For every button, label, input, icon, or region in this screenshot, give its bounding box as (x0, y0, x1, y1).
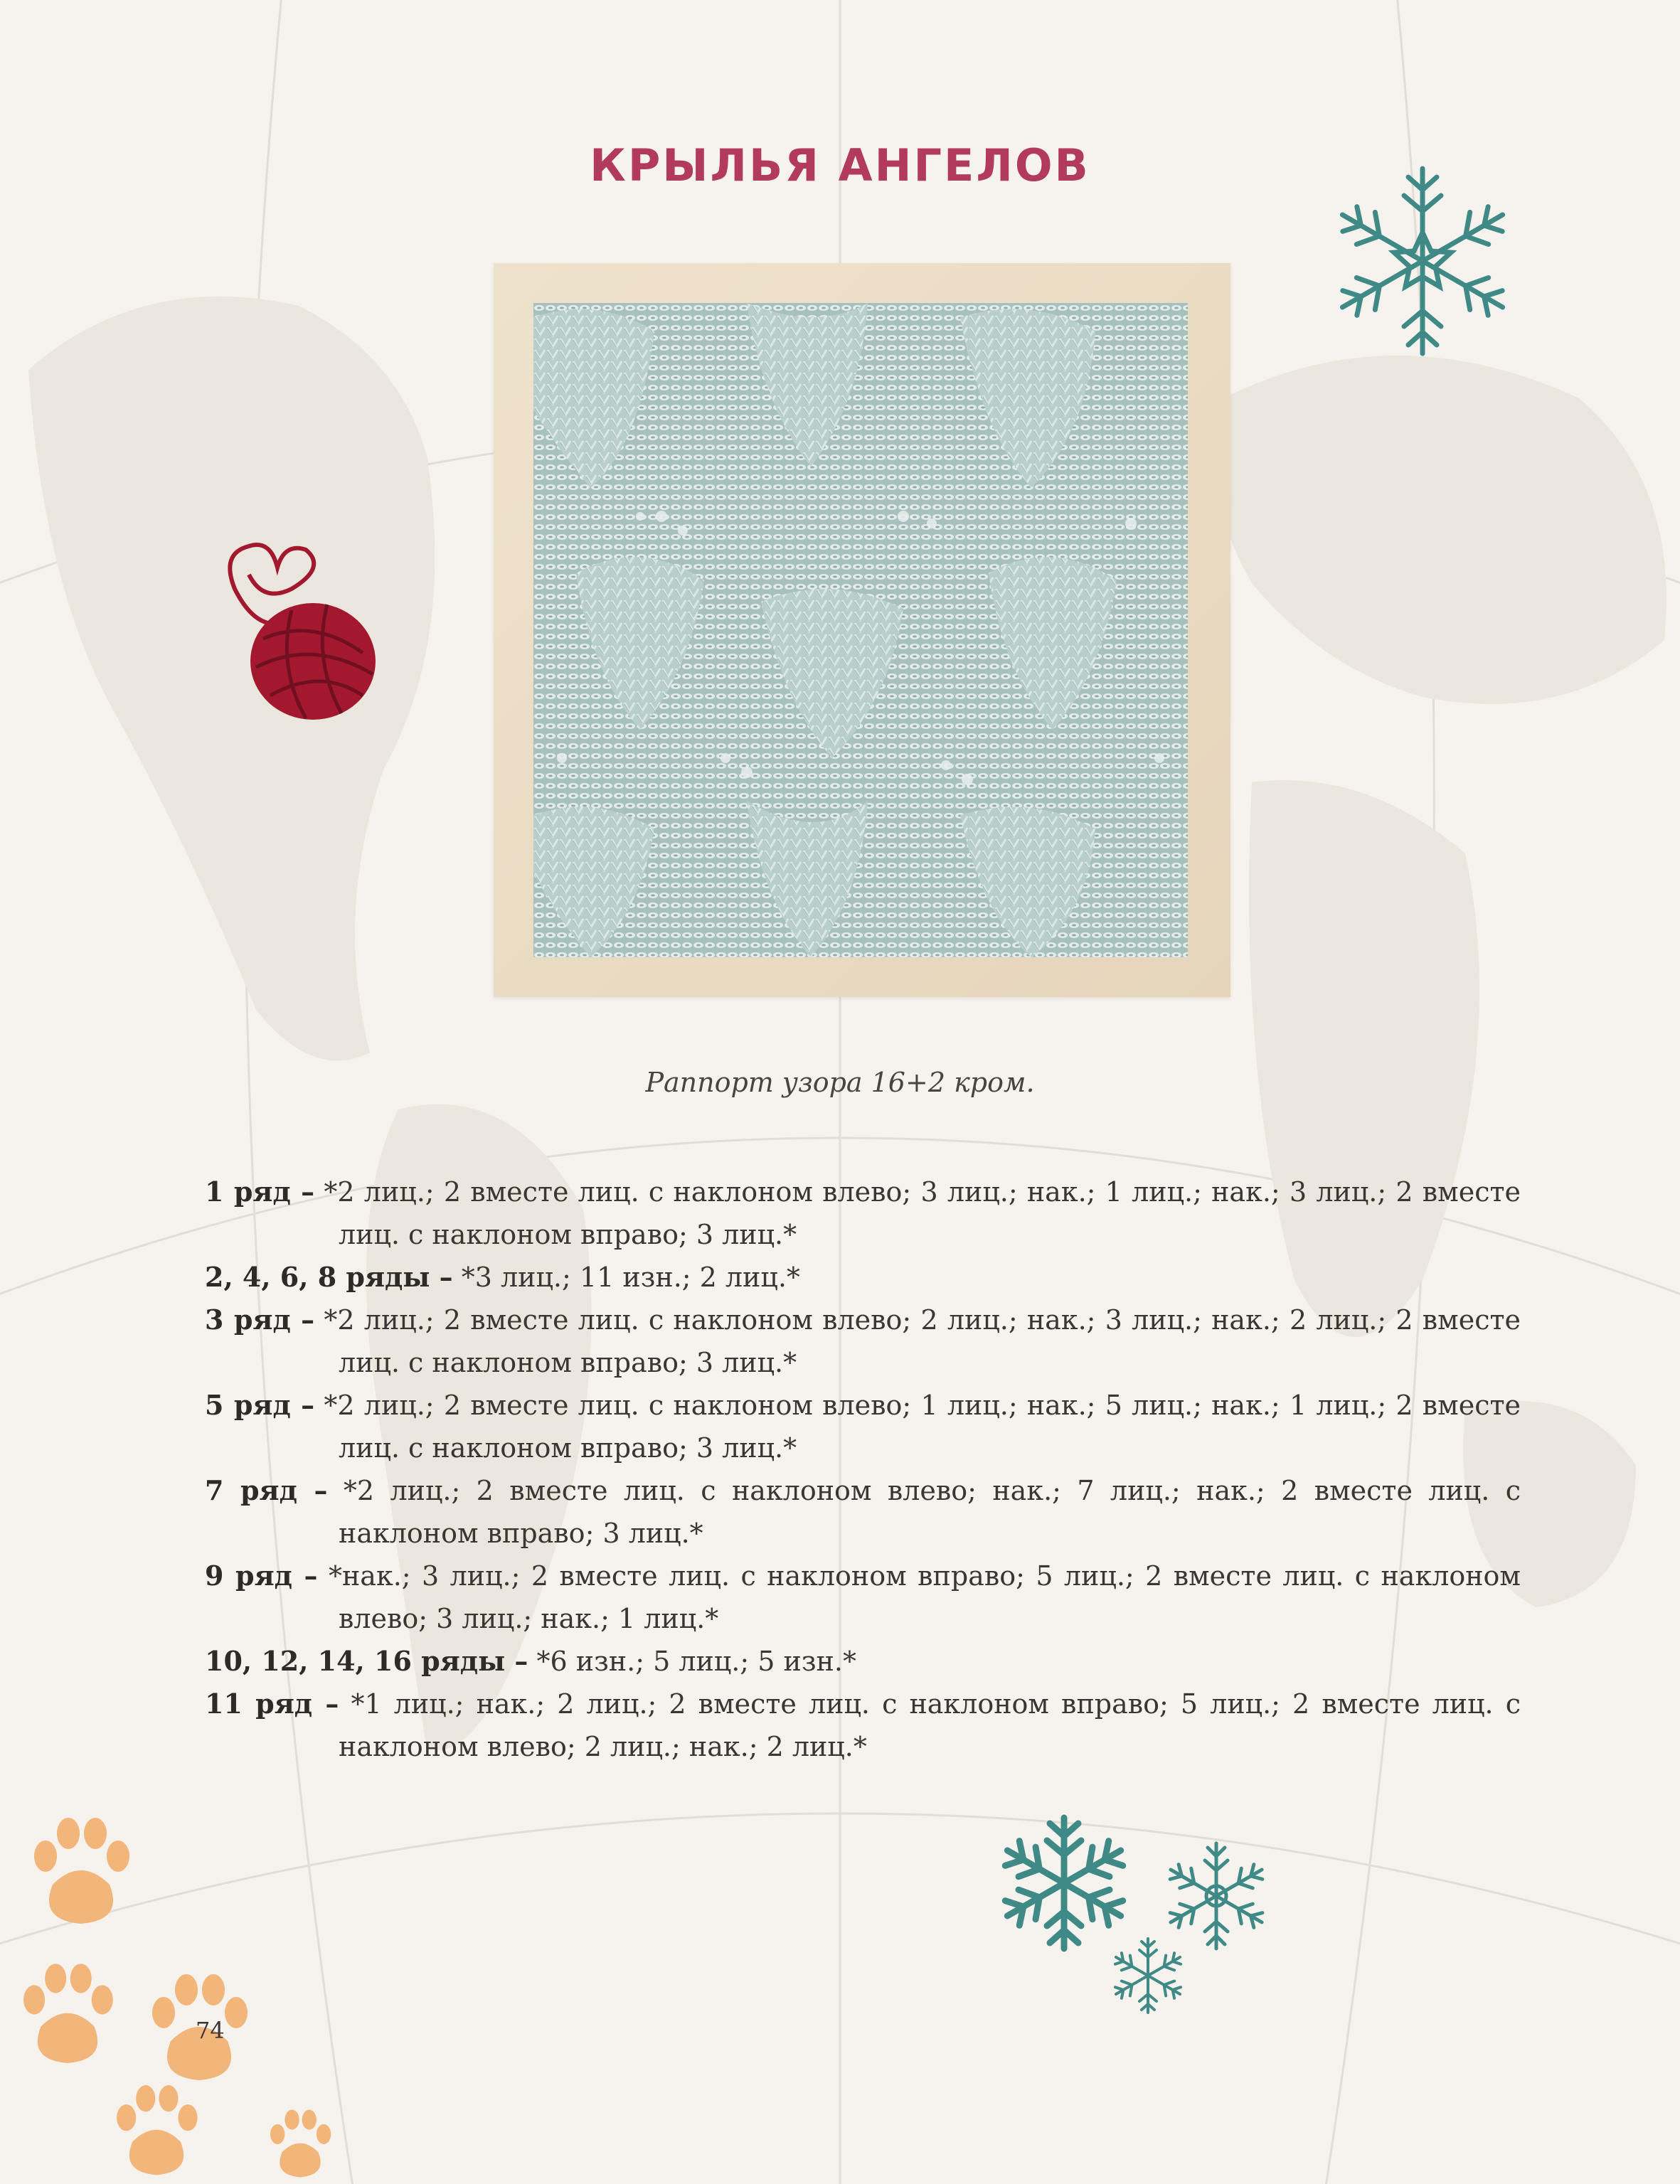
instruction-row (205, 1171, 1521, 1256)
instruction-row (205, 1469, 1521, 1555)
instruction-row (205, 1256, 1521, 1299)
paw-print-icon (100, 2070, 213, 2184)
snowflake-icon (1107, 1934, 1189, 2017)
row-label: 2, 4, 6, 8 ряды – (205, 1261, 453, 1293)
photo-caption: Раппорт узора 16+2 кром. (645, 1067, 1035, 1098)
row-text: *3 лиц.; 11 изн.; 2 лиц.* (461, 1262, 800, 1293)
row-label: 7 ряд – (205, 1474, 328, 1506)
row-label: 3 ряд – (205, 1304, 315, 1336)
instruction-row (205, 1683, 1521, 1768)
snowflake-icon (1330, 158, 1515, 364)
row-text: *2 лиц.; 2 вместе лиц. с наклоном влево; 1 лиц.; нак.; 5 лиц.; нак.; 1 лиц.; 2 вместе лиц. с наклоном вправо; 3 лиц.* (324, 1390, 1521, 1464)
row-text: *2 лиц.; 2 вместе лиц. с наклоном влево; 2 лиц.; нак.; 3 лиц.; нак.; 2 лиц.; 2 вместе лиц. с наклоном вправо; 3 лиц.* (324, 1304, 1521, 1378)
row-text: *2 лиц.; 2 вместе лиц. с наклоном влево; 3 лиц.; нак.; 1 лиц.; нак.; 3 лиц.; 2 вместе лиц. с наклоном вправо; 3 лиц.* (324, 1176, 1521, 1250)
photo-frame (494, 263, 1230, 997)
page-title: КРЫЛЬЯ АНГЕЛОВ (590, 139, 1090, 191)
knitting-sample-photo (533, 303, 1188, 957)
row-label: 1 ряд – (205, 1176, 315, 1208)
snowflake-icon (993, 1812, 1135, 1954)
page-number: 74 (196, 2017, 225, 2044)
row-text: *2 лиц.; 2 вместе лиц. с наклоном влево; нак.; 7 лиц.; нак.; 2 вместе лиц. с наклоном вправо; 3 лиц.* (339, 1475, 1521, 1549)
row-text: *нак.; 3 лиц.; 2 вместе лиц. с наклоном вправо; 5 лиц.; 2 вместе лиц. с наклоном влево; 3 лиц.; нак.; 1 лиц.* (328, 1560, 1521, 1634)
row-text: *1 лиц.; нак.; 2 лиц.; 2 вместе лиц. с наклоном вправо; 5 лиц.; 2 вместе лиц. с наклоном влево; 2 лиц.; нак.; 2 лиц.* (339, 1688, 1521, 1762)
instruction-list (205, 1171, 1521, 1768)
row-label: 11 ряд – (205, 1688, 339, 1720)
instruction-row (205, 1640, 1521, 1683)
row-text: *6 изн.; 5 лиц.; 5 изн.* (536, 1646, 856, 1677)
row-label: 10, 12, 14, 16 ряды – (205, 1645, 528, 1677)
paw-print-icon (250, 2098, 350, 2184)
yarn-ball-icon (206, 532, 384, 724)
row-label: 9 ряд – (205, 1560, 318, 1592)
paw-print-icon (24, 1799, 138, 1934)
paw-print-icon (14, 1946, 121, 2074)
instruction-row (205, 1384, 1521, 1469)
row-label: 5 ряд – (205, 1389, 315, 1421)
instruction-row (205, 1299, 1521, 1384)
instruction-row (205, 1555, 1521, 1640)
